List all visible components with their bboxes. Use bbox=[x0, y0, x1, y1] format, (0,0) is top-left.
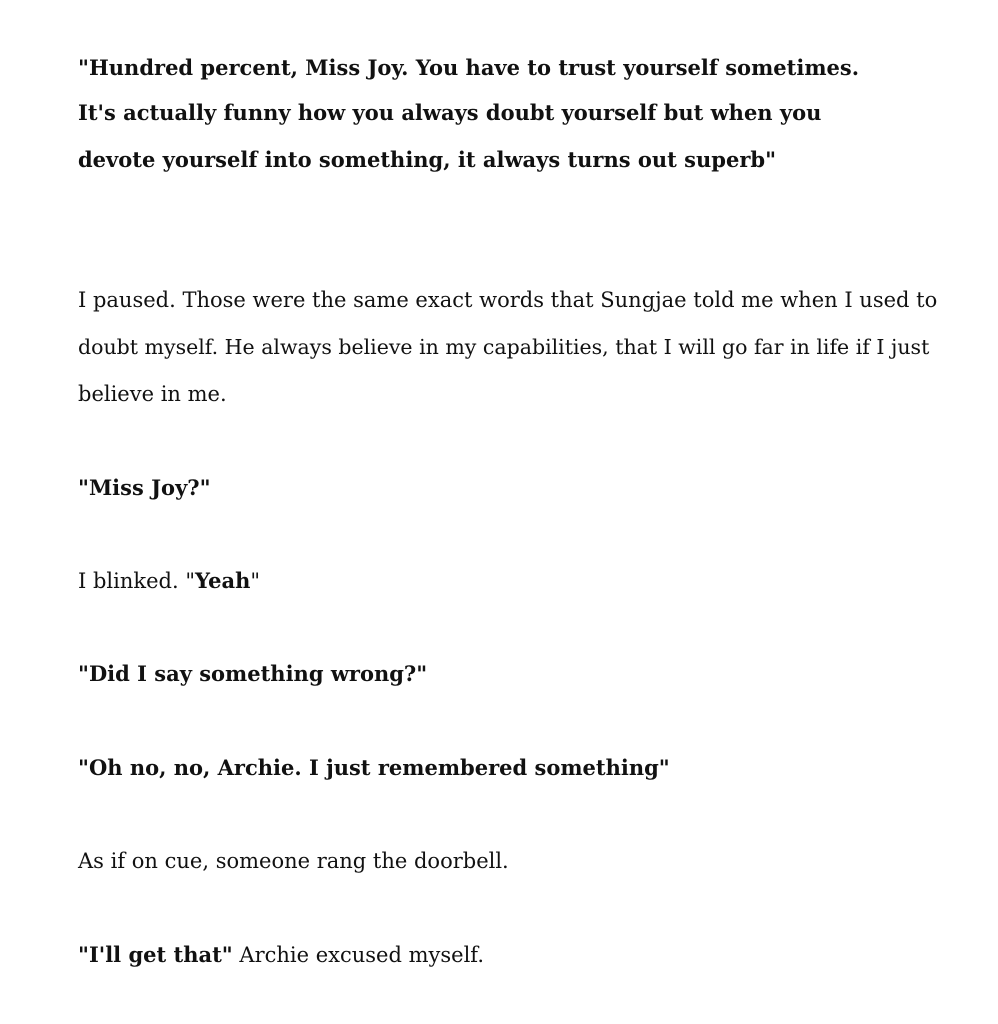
text-line bbox=[78, 380, 227, 408]
text-line bbox=[78, 567, 260, 595]
text-line bbox=[78, 333, 929, 361]
text-line bbox=[78, 474, 211, 502]
text-segment: "Oh no, no, Archie. I just remembered something" bbox=[78, 755, 670, 780]
text-segment: doubt myself. He always believe in my capabilities, that I will go far in life if I just bbox=[78, 335, 930, 359]
text-line bbox=[78, 941, 484, 969]
text-segment: Yeah bbox=[194, 568, 251, 593]
text-segment: It's actually funny how you always doubt yourself but when you bbox=[78, 100, 822, 125]
text-line bbox=[78, 660, 427, 688]
text-segment: devote yourself into something, it always turns out superb" bbox=[78, 147, 777, 172]
text-segment: I paused. Those were the same exact words that Sungjae told me when I used to bbox=[78, 288, 938, 312]
text-segment: believe in me. bbox=[78, 382, 227, 406]
text-line bbox=[78, 847, 509, 875]
text-line bbox=[78, 146, 776, 174]
text-line bbox=[78, 286, 937, 314]
text-segment: As if on cue, someone rang the doorbell. bbox=[78, 849, 509, 873]
text-line bbox=[78, 54, 859, 82]
text-segment: Archie excused myself. bbox=[232, 943, 484, 967]
text-segment: "Miss Joy?" bbox=[78, 475, 211, 500]
text-line bbox=[78, 754, 670, 782]
text-segment: "Did I say something wrong?" bbox=[78, 661, 428, 686]
text-segment: I blinked. " bbox=[78, 569, 195, 593]
text-segment: "Hundred percent, Miss Joy. You have to trust yourself sometimes. bbox=[78, 55, 860, 80]
text-segment: "I'll get that" bbox=[78, 942, 233, 967]
text-segment: " bbox=[250, 569, 261, 593]
text-line bbox=[78, 99, 821, 127]
